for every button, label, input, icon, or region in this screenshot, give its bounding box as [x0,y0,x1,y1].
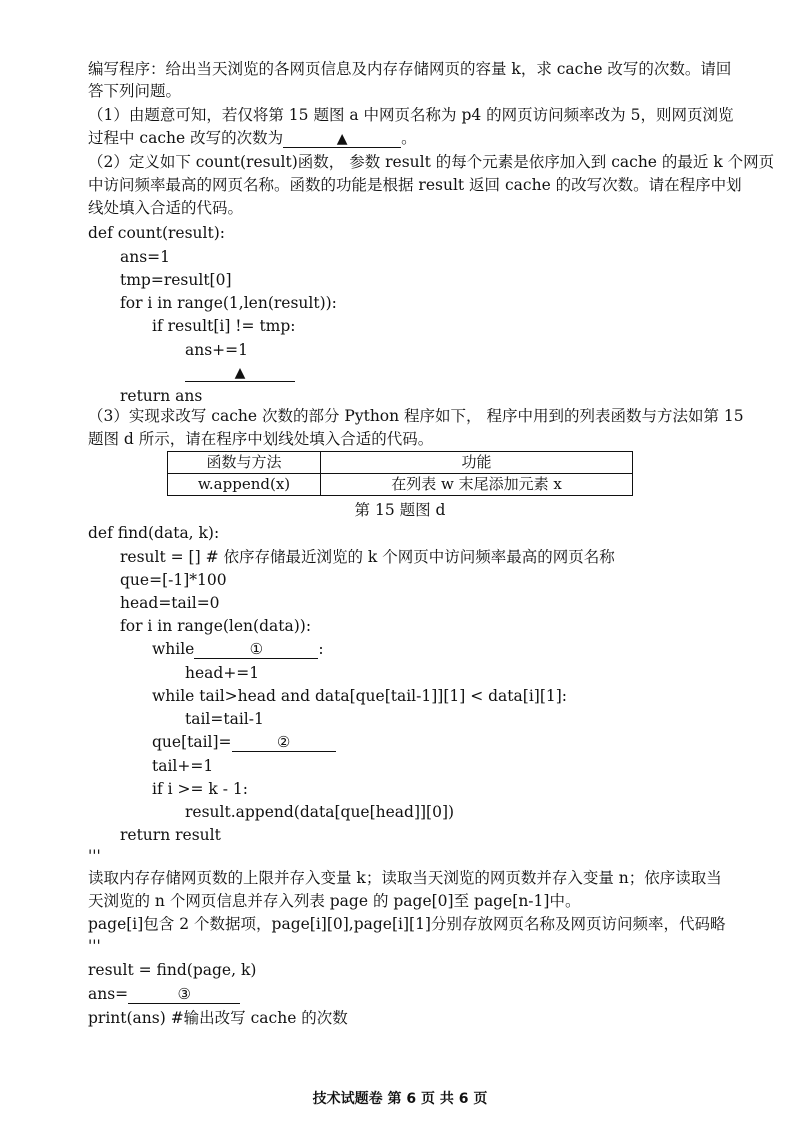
docstring-line-2: 天浏览的 n 个网页信息并存入列表 page 的 page[0]至 page[n-1]中。 [88,892,581,910]
main-result-line: result = find(page, k) [88,961,257,979]
table-cell: 在列表 w 末尾添加元素 x [321,474,633,496]
answer-blank-3[interactable] [128,985,240,1004]
figure-caption: 第 15 题图 d [354,501,446,519]
find-code-que-assign [152,731,336,753]
function-table [167,451,633,496]
table-header-row [168,452,633,474]
find-code-head: head=tail=0 [120,594,220,612]
table-cell: w.append(x) [168,474,321,496]
docstring-line-1: 读取内存存储网页数的上限并存入变量 k；读取当天浏览的网页数并存入变量 n；依序读取当 [88,869,722,887]
find-code-for: for i in range(len(data)): [120,617,312,635]
q3-line-2: 题图 d 所示，请在程序中划线处填入合适的代码。 [88,430,434,448]
while-colon: : [318,640,324,658]
find-code-tail-inc: tail+=1 [152,757,214,775]
find-code-que: que=[-1]*100 [120,571,227,589]
docstring-line-3: page[i]包含 2 个数据项，page[i][0],page[i][1]分别存放网页名称及网页访问频率，代码略 [88,915,726,933]
answer-blank-1[interactable] [194,640,318,659]
find-code-return: return result [120,826,221,844]
q2-line-2: 中访问频率最高的网页名称。函数的功能是根据 result 返回 cache 的改写次数。请在程序中划 [88,176,742,194]
q3-line-1: （3）实现求改写 cache 次数的部分 Python 程序如下， 程序中用到的列表函数与方法如第 15 [88,407,744,425]
que-assign-prefix: que[tail]= [152,733,232,751]
main-print-line: print(ans) #输出改写 cache 的次数 [88,1009,348,1027]
find-code-append: result.append(data[que[head]][0]) [185,803,455,821]
docstring-open: ''' [88,847,101,865]
while-keyword: while [152,640,195,658]
q2-line-3: 线处填入合适的代码。 [88,199,244,217]
table-header-cell: 函数与方法 [168,452,321,474]
count-code-ans: ans=1 [120,248,171,266]
triangle-mark-icon: ▲ [336,131,348,147]
intro-line-1: 编写程序：给出当天浏览的各网页信息及内存存储网页的容量 k，求 cache 改写的次数。请回 [88,60,732,78]
q1-answer-blank[interactable] [283,129,401,148]
count-code-return: return ans [120,387,203,405]
q1-prefix: 过程中 cache 改写的次数为 [88,129,284,147]
q1-line-1: （1）由题意可知，若仅将第 15 题图 a 中网页名称为 p4 的网页访问频率改为 5，则网页浏览 [88,106,734,124]
count-code-tmp: tmp=result[0] [120,271,232,289]
count-code-if: if result[i] != tmp: [152,317,296,335]
find-code-result: result = [] # 依序存储最近浏览的 k 个网页中访问频率最高的网页名称 [120,548,615,566]
q2-line-1: （2）定义如下 count(result)函数， 参数 result 的每个元素是依序加入到 cache 的最近 k 个网页 [88,153,775,171]
count-answer-blank[interactable] [185,363,295,382]
count-code-ans-inc: ans+=1 [185,341,249,359]
intro-line-2: 答下列问题。 [88,82,182,100]
ans-prefix: ans= [88,985,129,1003]
table-row [168,474,633,496]
find-code-while1 [152,638,324,660]
circled-two-icon: ② [276,733,291,751]
find-code-while2: while tail>head and data[que[tail-1]][1] < data[i][1]: [152,687,567,705]
find-code-tail-dec: tail=tail-1 [185,710,264,728]
answer-blank-2[interactable] [232,733,336,752]
find-code-head-inc: head+=1 [185,664,260,682]
circled-three-icon: ③ [177,985,191,1003]
page-footer: 技术试题卷 第 6 页 共 6 页 [312,1091,488,1107]
q1-line-2 [88,127,417,149]
find-code-def: def find(data, k): [88,524,220,542]
main-ans-line [88,983,240,1005]
q1-suffix: 。 [401,129,417,147]
triangle-mark-icon: ▲ [234,365,246,381]
count-code-def: def count(result): [88,224,225,242]
circled-one-icon: ① [249,640,264,658]
count-blank-line [185,361,295,383]
docstring-close: ''' [88,937,101,955]
find-code-if: if i >= k - 1: [152,780,248,798]
count-code-for: for i in range(1,len(result)): [120,294,337,312]
table-header-cell: 功能 [321,452,633,474]
